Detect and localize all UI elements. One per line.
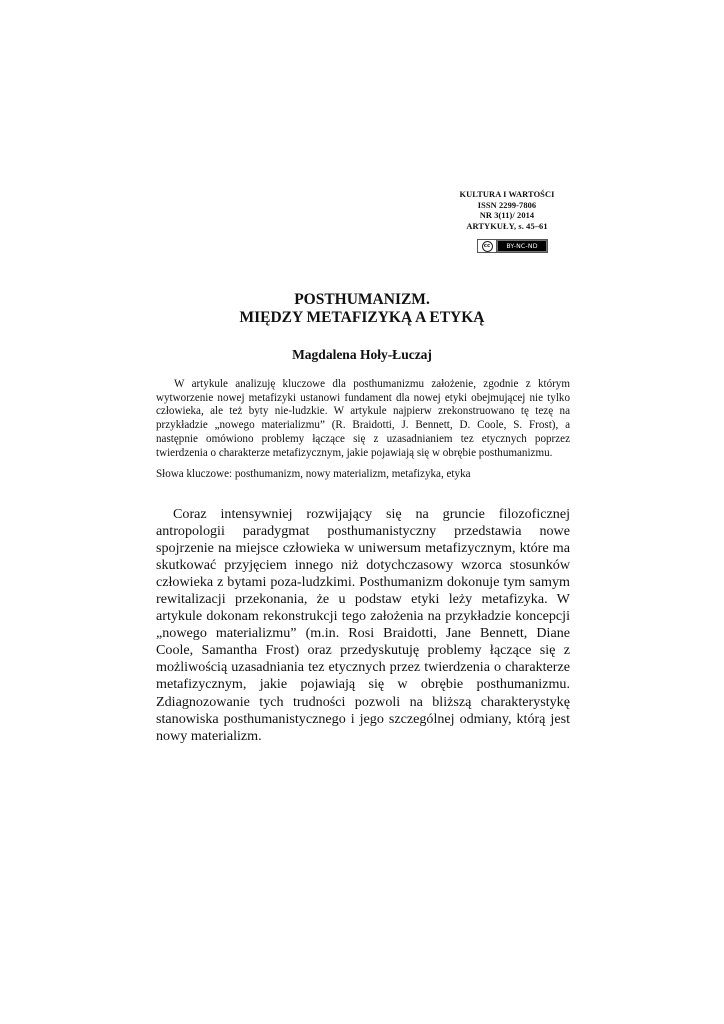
creative-commons-badge-icon[interactable] [477, 239, 548, 253]
article-title [0, 291, 724, 326]
journal-header [440, 190, 574, 232]
article-keywords: Słowa kluczowe: posthumanizm, nowy materializm, metafizyka, etyka [156, 468, 471, 480]
article-intro-paragraph: Coraz intensywniej rozwijający się na gruncie filozoficznej antropologii paradygmat posthumanistyczny przedstawia nowe spojrzenie na miejsce człowieka w uniwersum metafizycznym, które ma skutkować przyjęciem innego niż dotychczasowy wzorca stosunków człowieka z bytami poza-ludzkimi. Posthumanizm dokonuje tym samym rewitalizacji przekonania, że u podstaw etyki leży metafizyka. W artykule dokonam rekonstrukcji tego założenia na przykładzie koncepcji „nowego materializmu” (m.in. Rosi Braidotti, Jane Bennett, Diane Coole, Samantha Frost) oraz przedyskutuję problemy łączące się z możliwością uzasadniania tez etycznych przez twierdzenia o charakterze metafizycznym, jakie pojawiają się w obrębie posthumanizmu. Zdiagnozowanie tych trudności pozwoli na bliższą charakterystykę stanowiska posthumanistycznego i jego szczególnej odmiany, którą jest nowy materializm. [156, 506, 570, 744]
journal-issue: NR 3(11)/ 2014 [479, 211, 535, 221]
cc-logo-icon [478, 240, 497, 252]
article-abstract: W artykule analizuję kluczowe dla posthumanizmu założenie, zgodnie z którym wytworzenie nowej metafizyki ustanowi fundament dla nowej etyki obejmującej nie tylko człowieka, ale też byty nie-ludzkie. W artykule najpierw zrekonstruowano tę tezę na przykładzie „nowego materializmu” (R. Braidotti, J. Bennett, D. Coole, S. Frost), a następnie omówiono problemy łączące się z uzasadnianiem tez etycznych poprzez twierdzenia o charakterze metafizycznym, jakie pojawiają się w obrębie posthumanizmu. [156, 378, 570, 459]
article-title-line-1: POSTHUMANIZM. [294, 291, 430, 308]
journal-issn: ISSN 2299-7806 [477, 200, 537, 210]
license-terms: BY-NC-ND [498, 241, 546, 251]
article-author: Magdalena Hoły-Łuczaj [292, 347, 432, 362]
journal-name: KULTURA I WARTOŚCI [459, 190, 555, 199]
cc-symbol: cc [482, 241, 493, 252]
journal-section-pages: ARTYKUŁY, s. 45–61 [466, 221, 548, 231]
article-title-line-2: MIĘDZY METAFIZYKĄ A ETYKĄ [239, 308, 485, 326]
